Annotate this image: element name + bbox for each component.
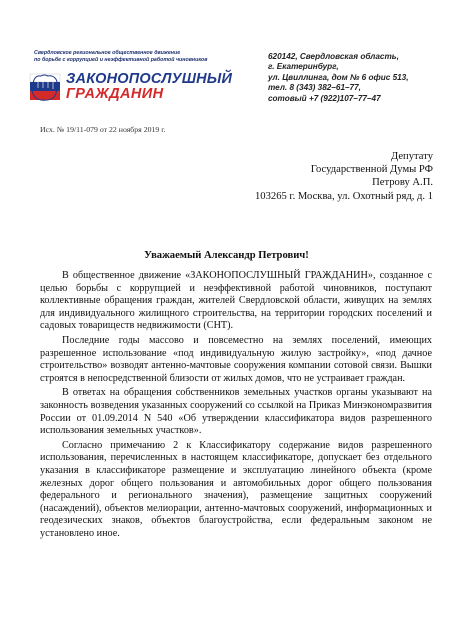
body-paragraph: В общественное движение «ЗАКОНОПОСЛУШНЫЙ ГРАЖДАНИН», созданное с целью борьбы с коррупцией и неэффективной работой чиновников, поступают коллективные обращения граждан, жителей Свердловской области, живущих на землях для индивидуального жилищного строительства, на территории городских поселений и садовых товариществ недвижимости (СНТ). xyxy=(40,270,432,332)
addressee-block xyxy=(173,150,433,203)
contact-block xyxy=(268,52,448,104)
org-logo xyxy=(24,70,244,104)
org-name-line-2: по борьбе с коррупцией и неэффективной работой чиновников xyxy=(34,57,208,63)
fist-flag-icon xyxy=(28,70,62,104)
logo-text xyxy=(66,72,232,102)
contact-line: ул. Цвиллинга, дом № 6 офис 513, xyxy=(268,72,409,82)
addressee-line: 103265 г. Москва, ул. Охотный ряд, д. 1 xyxy=(255,190,433,202)
addressee-line: Петрову А.П. xyxy=(372,177,433,189)
org-name-line-1: Свердловское региональное общественное движение xyxy=(34,50,181,56)
outgoing-reference: Исх. № 19/11-079 от 22 ноября 2019 г. xyxy=(40,125,166,134)
contact-line: 620142, Свердловская область, xyxy=(268,52,399,61)
logo-title-line-2: ГРАЖДАНИН xyxy=(66,86,164,102)
body-paragraph: Согласно примечанию 2 к Классификатору содержание видов разрешенного использования, перечисленных в настоящем классификаторе, допускает без отдельного указания в классификаторе размещение и эксплуатацию линейного объекта (кроме железных дорог общего пользования и автомобильных дорог общего пользования федерального и регионального значения), размещение защитных сооружений (насаждений), объектов мелиорации, антенно-мачтовых сооружений, информационных и геодезических знаков, объектов благоустройства, если федеральным законом не установлено иное. xyxy=(40,439,432,539)
logo-title-line-1: ЗАКОНОПОСЛУШНЫЙ xyxy=(66,71,233,87)
body-paragraph: Последние годы массово и повсеместно на землях поселений, имеющих разрешенное использование «под индивидуальную жилую застройку», «под дачное строительство» возводят антенно-мачтовые сооружения компании сотовой связи. Вышки строятся в непосредственной близости от жилых домов, что не устраивает граждан. xyxy=(40,334,432,384)
addressee-line: Депутату xyxy=(391,151,433,162)
contact-line: тел. 8 (343) 382–61–77, xyxy=(268,83,361,93)
contact-line: сотовый +7 (922)107–77–47 xyxy=(268,93,381,103)
salutation: Уважаемый Александр Петрович! xyxy=(144,250,309,261)
body-paragraph: В ответах на обращения собственников земельных участков органы указывают на законность возведения указанных сооружений со ссылкой на Приказ Минэкономразвития России от 01.09.2014 N 540 «Об утверждении классификатора видов разрешенного использования земельных участков». xyxy=(40,387,432,437)
contact-line: г. Екатеринбург, xyxy=(268,62,339,72)
letter-body xyxy=(40,270,432,542)
addressee-line: Государственной Думы РФ xyxy=(310,164,433,176)
org-name-block xyxy=(24,50,269,64)
